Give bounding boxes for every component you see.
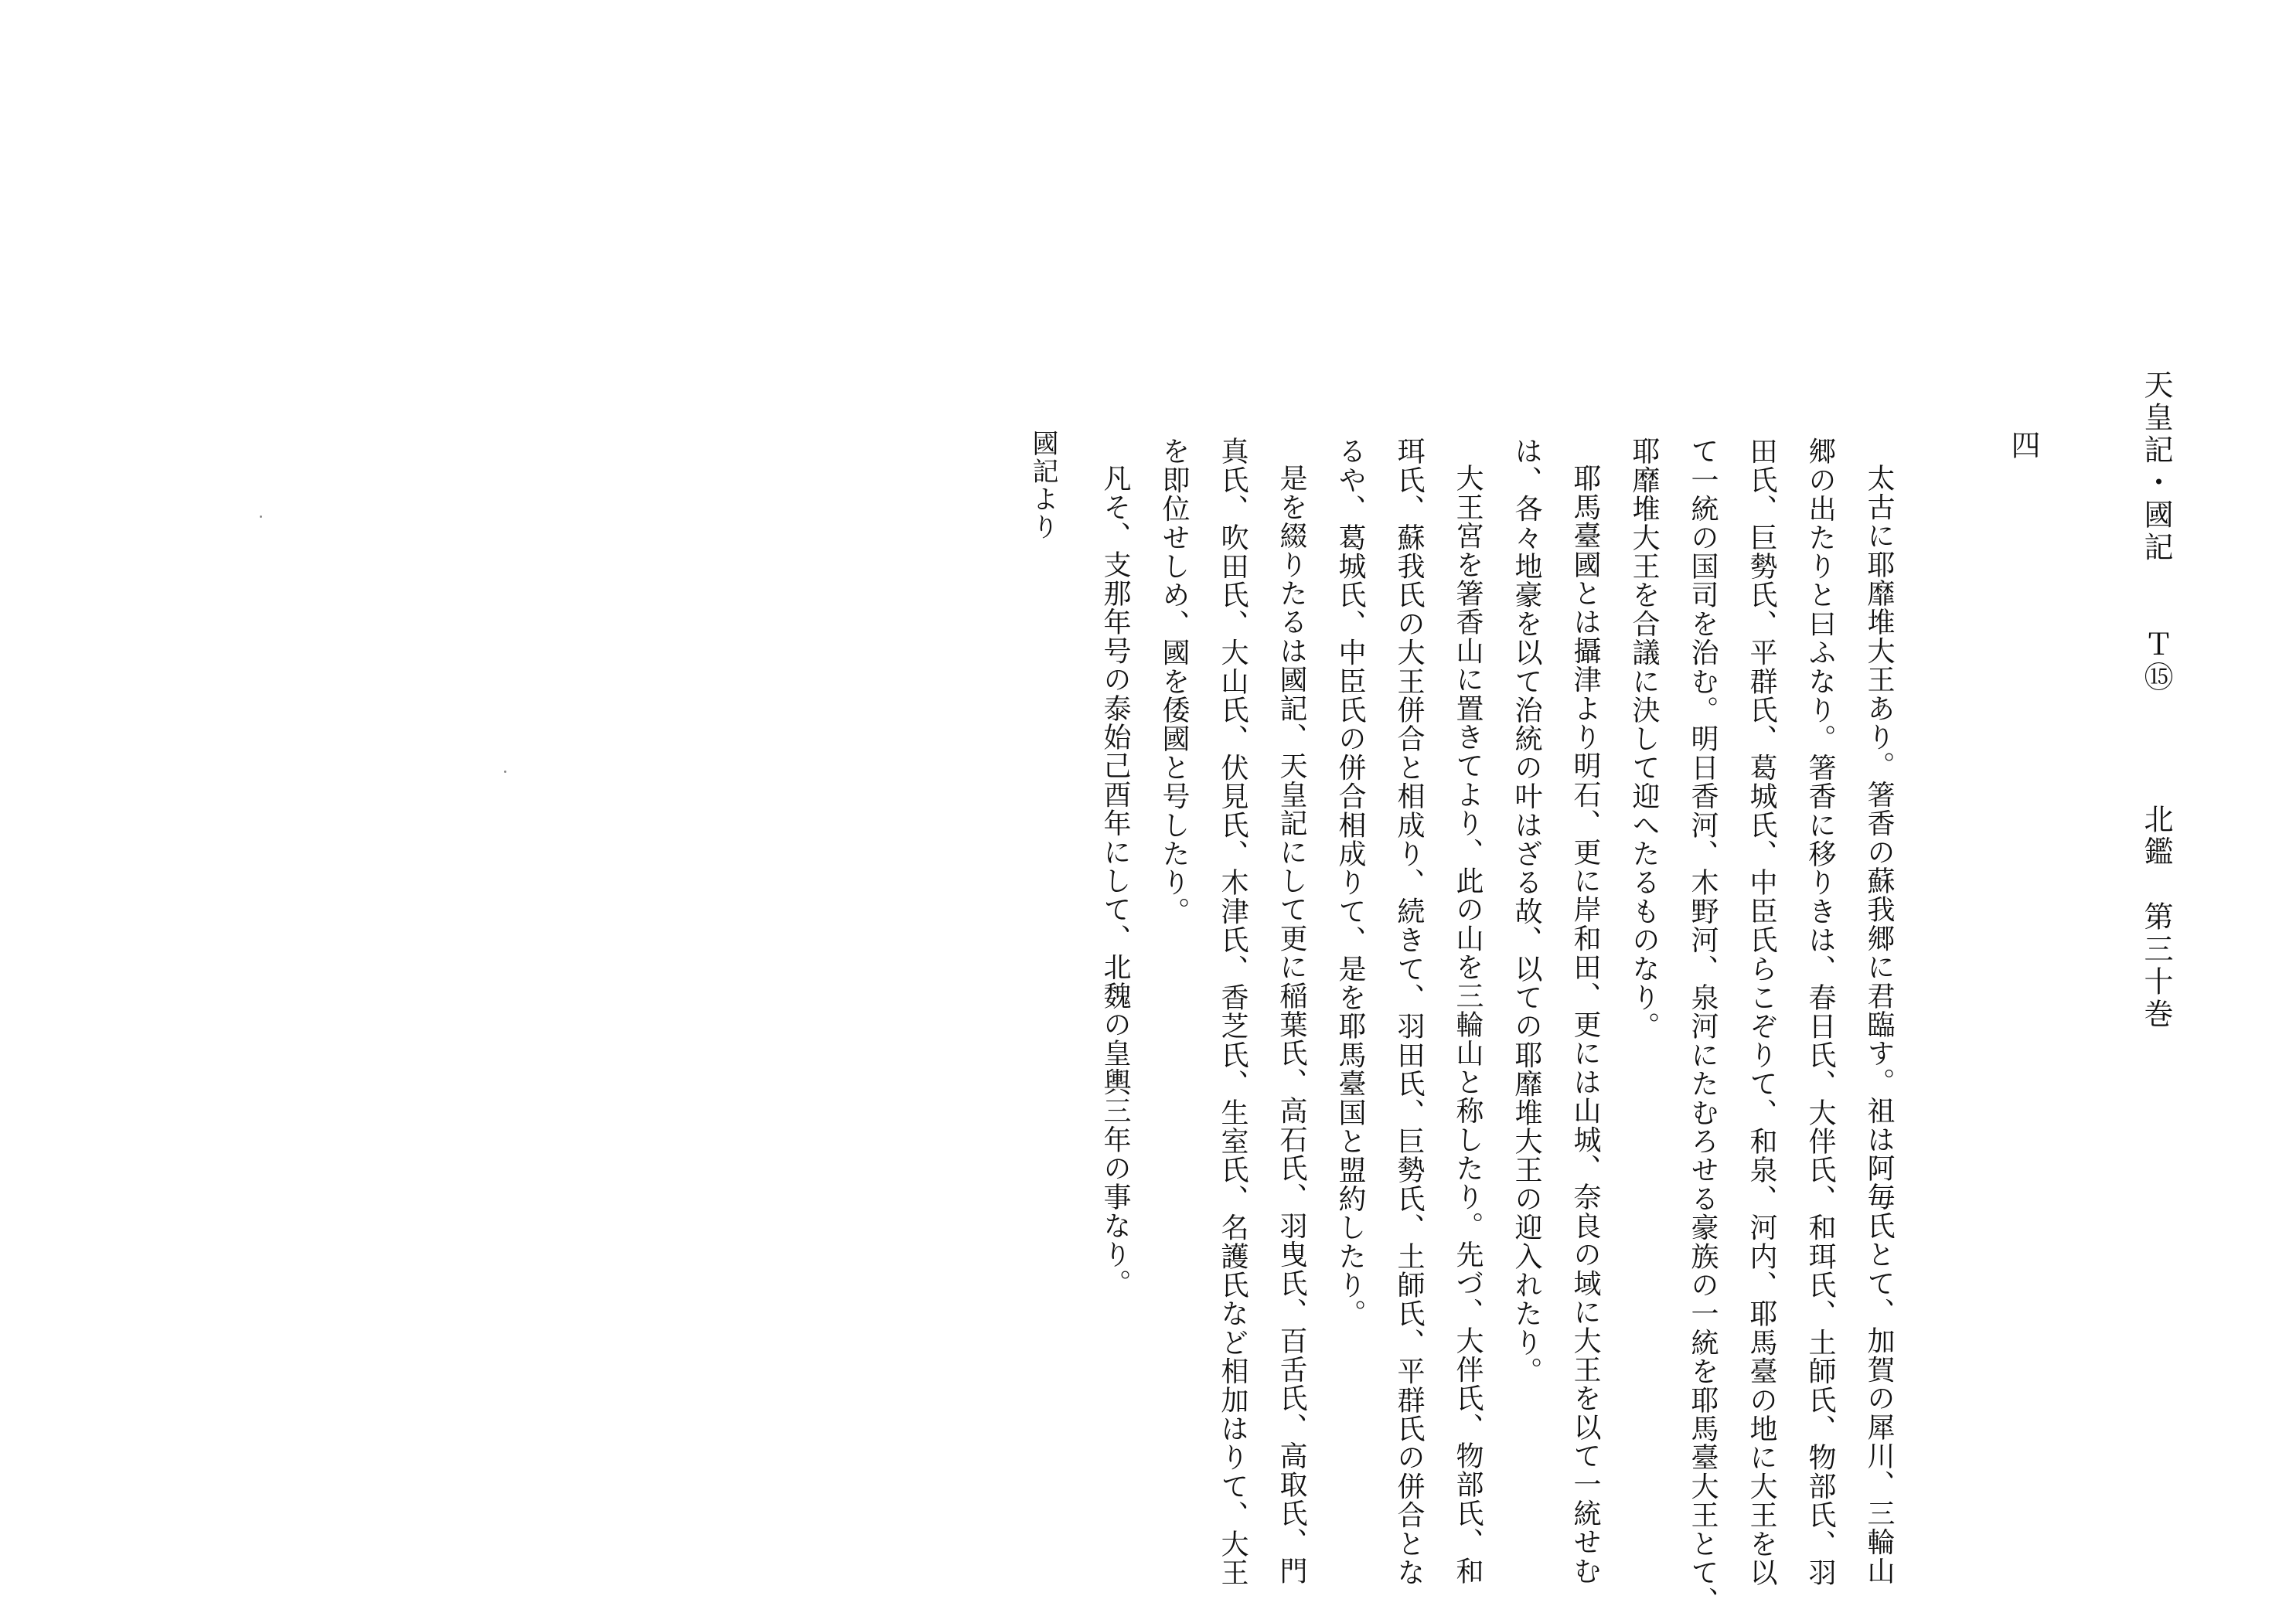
body-line-4: て一統の国司を治む。明日香河、木野河、泉河にたむろせる豪族の一統を耶馬臺大王とて、	[1687, 437, 1719, 1616]
body-line-11: 是を綴りたるは國記、天皇記にして更に稲葉氏、高石氏、羽曳氏、百舌氏、高取氏、門	[1276, 464, 1307, 1585]
body-line-10: るや、葛城氏、中臣氏の併合相成りて、是を耶馬臺国と盟約したり。	[1334, 437, 1366, 1329]
body-line-12: 真氏、吹田氏、大山氏、伏見氏、木津氏、香芝氏、生室氏、名護氏など相加はりて、大王	[1217, 437, 1248, 1587]
body-line-14: 凡そ、支那年号の泰始己酉年にして、北魏の皇輿三年の事なり。	[1099, 464, 1131, 1298]
chapter-number: 四	[2006, 430, 2040, 459]
running-header-title	[2141, 369, 2171, 694]
page-code: Ｔ⑮	[2139, 629, 2173, 694]
body-line-1: 太古に耶靡堆大王あり。箸香の蘇我郷に君臨す。祖は阿毎氏とて、加賀の犀川、三輪山	[1863, 464, 1895, 1585]
body-line-9: 珥氏、蘇我氏の大王併合と相成り、続きて、羽田氏、巨勢氏、土師氏、平群氏の併合とな	[1393, 437, 1425, 1587]
scan-speck	[504, 771, 506, 773]
scan-speck	[260, 515, 262, 518]
body-line-8: 大王宮を箸香山に置きてより、此の山を三輪山と称したり。先づ、大伴氏、物部氏、和	[1452, 464, 1484, 1585]
body-line-2: 郷の出たりと曰ふなり。箸香に移りきは、春日氏、大伴氏、和珥氏、土師氏、物部氏、羽	[1804, 437, 1836, 1587]
body-line-13: を即位せしめ、國を倭國と号したり。	[1158, 437, 1190, 926]
body-line-6: 耶馬臺國とは攝津より明石、更に岸和田、更には山城、奈良の域に大王を以て一統せむ	[1569, 464, 1601, 1585]
body-line-5: 耶靡堆大王を合議に決して迎へたるものなり。	[1628, 437, 1660, 1041]
body-line-3: 田氏、巨勢氏、平群氏、葛城氏、中臣氏らこぞりて、和泉、河内、耶馬臺の地に大王を以	[1746, 437, 1777, 1587]
running-header-volume: 北鑑 第三十巻	[2139, 804, 2173, 1031]
source-note: 國記より	[1027, 430, 1058, 541]
book-title: 天皇記・國記	[2139, 369, 2173, 564]
body-line-7: は、各々地豪を以て治統の叶はざる故、以ての耶靡堆大王の迎入れたり。	[1511, 437, 1542, 1386]
